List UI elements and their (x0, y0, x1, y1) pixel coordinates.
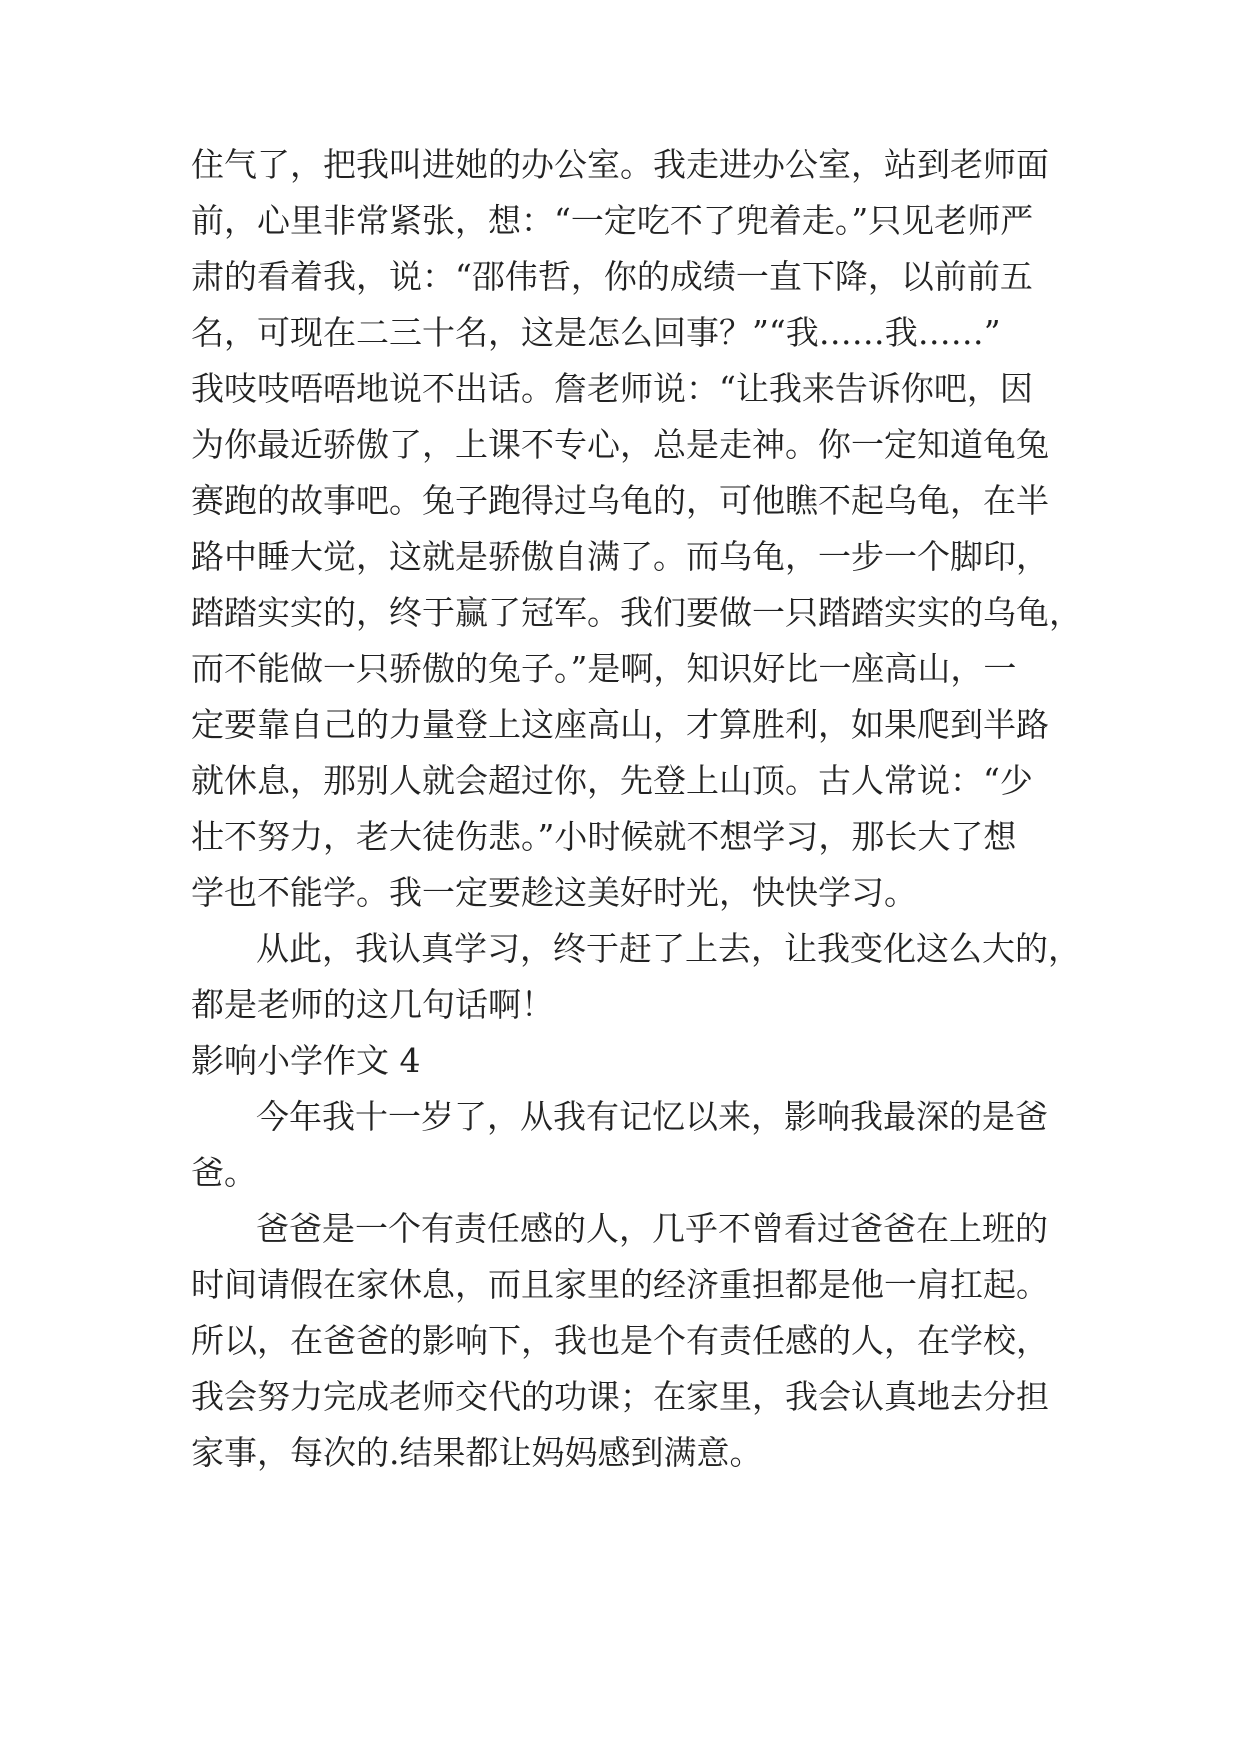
text-line: 学也不能学。我一定要趁这美好时光，快快学习。 (191, 873, 917, 912)
text-line: 肃的看着我，说：“邵伟哲，你的成绩一直下降，以前前五 (191, 257, 1033, 296)
text-line: 住气了，把我叫进她的办公室。我走进办公室，站到老师面 (191, 145, 1049, 184)
text-line: 所以，在爸爸的影响下，我也是个有责任感的人，在学校， (191, 1321, 1049, 1360)
paragraph-first-line: 爸爸是一个有责任感的人，几乎不曾看过爸爸在上班的 (256, 1209, 1048, 1248)
text-line: 我会努力完成老师交代的功课；在家里，我会认真地去分担 (191, 1377, 1049, 1416)
text-line: 踏踏实实的，终于赢了冠军。我们要做一只踏踏实实的乌龟， (191, 593, 1082, 632)
text-line: 就休息，那别人就会超过你，先登上山顶。古人常说：“少 (191, 761, 1033, 800)
text-line: 而不能做一只骄傲的兔子。”是啊，知识好比一座高山，一 (191, 649, 1017, 688)
text-line: 壮不努力，老大徒伤悲。”小时候就不想学习，那长大了想 (191, 817, 1017, 856)
text-line: 时间请假在家休息，而且家里的经济重担都是他一肩扛起。 (191, 1265, 1049, 1304)
section-heading: 影响小学作文 4 (191, 1041, 421, 1080)
text-line: 爸。 (191, 1153, 257, 1192)
text-line: 赛跑的故事吧。兔子跑得过乌龟的，可他瞧不起乌龟，在半 (191, 481, 1049, 520)
text-line: 定要靠自己的力量登上这座高山，才算胜利，如果爬到半路 (191, 705, 1049, 744)
text-line: 我吱吱唔唔地说不出话。詹老师说：“让我来告诉你吧，因 (191, 369, 1033, 408)
text-line: 路中睡大觉，这就是骄傲自满了。而乌龟，一步一个脚印， (191, 537, 1049, 576)
paragraph-first-line: 今年我十一岁了，从我有记忆以来，影响我最深的是爸 (256, 1097, 1048, 1136)
text-line: 名，可现在二三十名，这是怎么回事？”“我……我……” (191, 313, 1001, 352)
text-line: 为你最近骄傲了，上课不专心，总是走神。你一定知道龟兔 (191, 425, 1049, 464)
text-line: 家事，每次的.结果都让妈妈感到满意。 (191, 1433, 763, 1472)
text-line: 前，心里非常紧张，想：“一定吃不了兜着走。”只见老师严 (191, 201, 1034, 240)
text-line: 都是老师的这几句话啊！ (191, 985, 554, 1024)
paragraph-first-line: 从此，我认真学习，终于赶了上去，让我变化这么大的， (256, 929, 1081, 968)
